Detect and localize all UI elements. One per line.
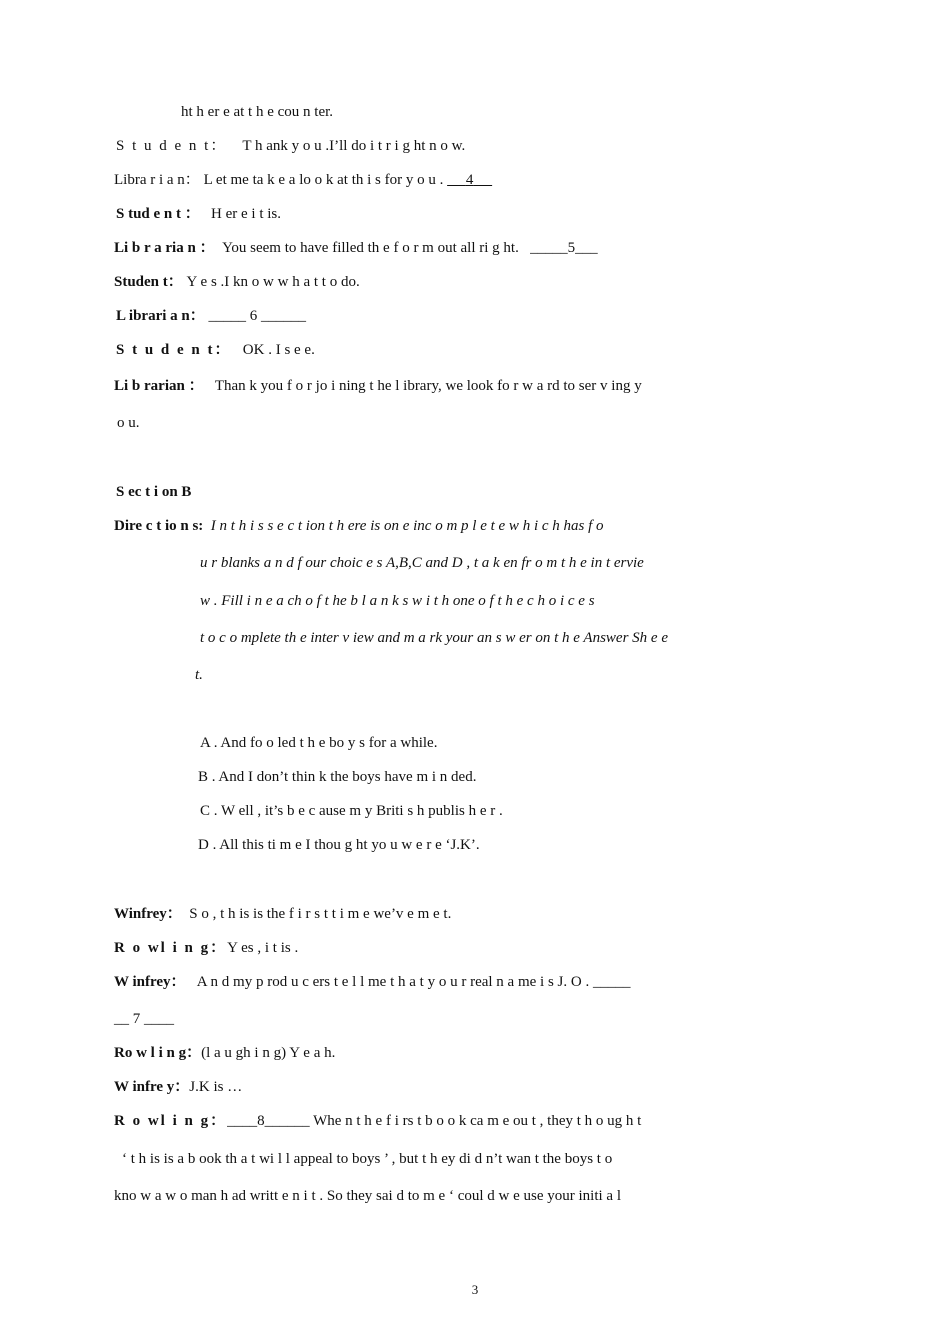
line-text: Y e s .I kn o w w h a t t o do. <box>186 274 360 290</box>
line-text: Y es , i t is . <box>227 940 299 956</box>
line-text: You seem to have filled th e f o r m out all ri g ht. <box>222 240 519 256</box>
dialogue-line <box>181 102 333 122</box>
speaker-label: R o wl i n g： <box>114 1113 228 1129</box>
answer-blank: _____ 6 ______ <box>208 308 307 324</box>
line-text: OK . I s e e. <box>242 342 315 358</box>
choice-item: A . And fo o led t h e bo y s for a while. <box>200 735 438 751</box>
dialogue-line <box>114 238 598 258</box>
dialogue-line <box>116 306 306 326</box>
speaker-label: S t u d e n t： <box>116 138 228 154</box>
dialogue-line: kno w a w o man h ad writt e n i t . So they sai d to m e ‘ coul d w e use your initi a l <box>114 1188 621 1204</box>
answer-blank: _____5___ <box>530 240 598 256</box>
line-text: L et me ta k e a lo o k at th i s for y o u . <box>203 172 444 188</box>
directions-text: t o c o mplete th e inter v iew and m a rk your an s w er on t h e Answer Sh e e <box>200 630 668 646</box>
speaker-label: Ro w l i n g： <box>114 1045 202 1061</box>
line-text: J.K is … <box>189 1079 243 1095</box>
page-number: 3 <box>471 1282 479 1297</box>
dialogue-line <box>117 413 140 433</box>
speaker-label: L ibrari a n： <box>116 308 205 324</box>
dialogue-line: ‘ t h is is a b ook th a t wi l l appeal to boys ’ , but t h ey di d n’t wan t the boys t o <box>122 1151 613 1167</box>
line-text: Than k you f o r jo i ning t he l ibrary, we look fo r w a rd to ser v ing y <box>214 378 642 394</box>
dialogue-line <box>114 170 492 190</box>
speaker-label: S tud e n t ： <box>116 206 200 222</box>
choice-item: D . All this ti m e I thou g ht yo u w e r e ‘J.K’. <box>198 837 480 853</box>
choice-item: C . W ell , it’s b e c ause m y Briti s h publis h e r . <box>200 803 503 819</box>
directions-text: u r blanks a n d f our choic e s A,B,C and D , t a k en fr o m t h e in t ervie <box>200 555 644 571</box>
directions-line <box>114 516 604 536</box>
directions-text: w . Fill i n e a ch o f t he b l a n k s w i t h one o f t h e c h o i c e s <box>200 593 595 609</box>
answer-blank: 4 <box>465 172 474 188</box>
dialogue-line <box>114 376 642 396</box>
directions-label: Dire c t io n s: <box>114 518 204 534</box>
line-text: ____8______ Whe n t h e f i rs t b o o k ca m e ou t , they t h o ug h t <box>227 1113 642 1129</box>
dialogue-line <box>116 204 281 224</box>
section-title: S ec t i on B <box>116 484 192 500</box>
line-text: A n d my p rod u c ers t e l l me t h a t y o u r real n a me i s J. O . _____ <box>196 974 631 990</box>
line-text: o u. <box>117 415 140 431</box>
speaker-label: W infre y： <box>114 1079 190 1095</box>
speaker-label: Studen t： <box>114 274 183 290</box>
speaker-label: Winfrey： <box>114 906 182 922</box>
speaker-label: Li b rarian ： <box>114 378 204 394</box>
speaker-label: Libra r i a n： <box>114 172 200 188</box>
line-text: T h ank y o u .I’ll do i t r i g ht n o w. <box>242 138 466 154</box>
dialogue-line <box>116 136 465 156</box>
speaker-label: Li b r a ria n ： <box>114 240 215 256</box>
dialogue-line <box>116 340 315 360</box>
dialogue-line <box>114 972 630 992</box>
line-text: (l a u gh i n g) Y e a h. <box>201 1045 336 1061</box>
dialogue-line <box>114 1111 641 1131</box>
speaker-label: S t u d e n t： <box>116 342 232 358</box>
answer-blank: __ 7 ____ <box>114 1011 174 1027</box>
speaker-label: W infrey： <box>114 974 186 990</box>
line-text: ht h er e at t h e cou n ter. <box>181 104 334 120</box>
choice-item: B . And I don’t thin k the boys have m i n ded. <box>198 769 477 785</box>
speaker-label: R o wl i n g： <box>114 940 228 956</box>
dialogue-line <box>114 1077 242 1097</box>
dialogue-line <box>114 904 451 924</box>
dialogue-line <box>114 938 298 958</box>
dialogue-line <box>114 272 360 292</box>
dialogue-line <box>114 1043 335 1063</box>
line-text: S o , t h is is the f i r s t t i m e we’v e m e t. <box>189 906 452 922</box>
line-text: H er e i t is. <box>211 206 282 222</box>
directions-text: I n t h i s s e c t ion t h ere is on e inc o m p l e t e w h i c h has f o <box>210 518 604 534</box>
directions-text: t. <box>195 667 203 683</box>
